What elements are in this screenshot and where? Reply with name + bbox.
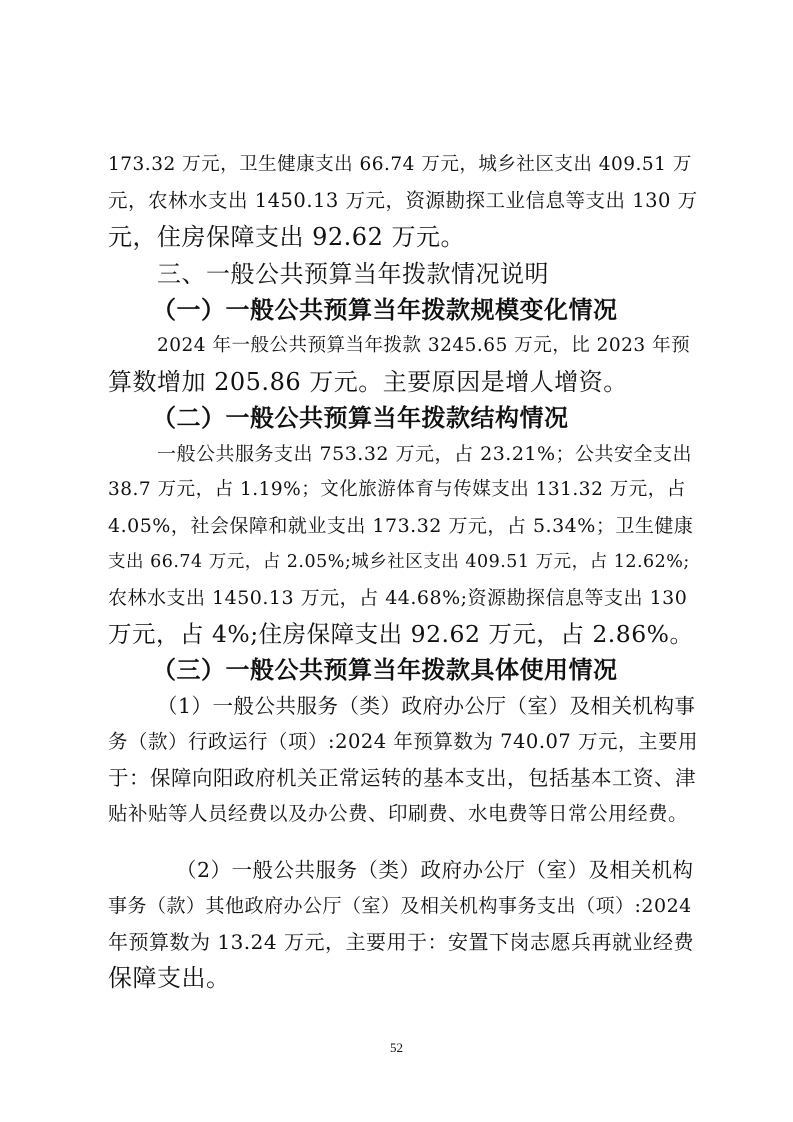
subsection-heading: （一）一般公共预算当年拨款规模变化情况 bbox=[152, 295, 618, 324]
subsection-heading: （二）一般公共预算当年拨款结构情况 bbox=[152, 403, 569, 432]
body-text-line: 2024 年一般公共预算当年拨款 3245.65 万元，比 2023 年预 bbox=[157, 335, 691, 356]
body-text-line: 万元，占 4%;住房保障支出 92.62 万元，占 2.86%。 bbox=[108, 620, 694, 648]
section-heading: 三、一般公共预算当年拨款情况说明 bbox=[157, 260, 549, 288]
body-text-line: 元，住房保障支出 92.62 万元。 bbox=[108, 223, 465, 251]
body-text-line: 4.05%，社会保障和就业支出 173.32 万元，占 5.34%；卫生健康 bbox=[108, 515, 694, 537]
body-text-line: 事务（款）其他政府办公厅（室）及相关机构事务支出（项）:2024 bbox=[108, 895, 692, 917]
body-text-line: 38.7 万元，占 1.19%；文化旅游体育与传媒支出 131.32 万元，占 bbox=[108, 479, 686, 500]
body-text-line: （2）一般公共服务（类）政府办公厅（室）及相关机构 bbox=[176, 858, 694, 882]
body-text-line: （1）一般公共服务（类）政府办公厅（室）及相关机构事 bbox=[157, 694, 696, 718]
page-number: 52 bbox=[390, 1040, 403, 1055]
subsection-heading: （三）一般公共预算当年拨款具体使用情况 bbox=[152, 655, 618, 684]
body-text-line: 务（款）行政运行（项）:2024 年预算数为 740.07 万元，主要用 bbox=[108, 730, 699, 753]
body-text-line: 173.32 万元，卫生健康支出 66.74 万元，城乡社区支出 409.51 万 bbox=[108, 154, 692, 175]
body-text-line: 支出 66.74 万元，占 2.05%;城乡社区支出 409.51 万元，占 12.62%; bbox=[108, 552, 690, 572]
body-text-line: 于：保障向阳政府机关正常运转的基本支出，包括基本工资、津 bbox=[108, 766, 696, 790]
body-text-line: 农林水支出 1450.13 万元，占 44.68%;资源勘探信息等支出 130 bbox=[108, 587, 688, 609]
body-text-line: 年预算数为 13.24 万元，主要用于：安置下岗志愿兵再就业经费 bbox=[108, 930, 694, 954]
body-text-line: 元，农林水支出 1450.13 万元，资源勘探工业信息等支出 130 万 bbox=[108, 189, 698, 212]
body-text-line: 算数增加 205.86 万元。主要原因是增人增资。 bbox=[108, 368, 628, 396]
body-text-line: 一般公共服务支出 753.32 万元，占 23.21%；公共安全支出 bbox=[157, 443, 693, 465]
body-text-line: 保障支出。 bbox=[108, 964, 231, 992]
body-text-line: 贴补贴等人员经费以及办公费、印刷费、水电费等日常公用经费。 bbox=[108, 802, 689, 825]
